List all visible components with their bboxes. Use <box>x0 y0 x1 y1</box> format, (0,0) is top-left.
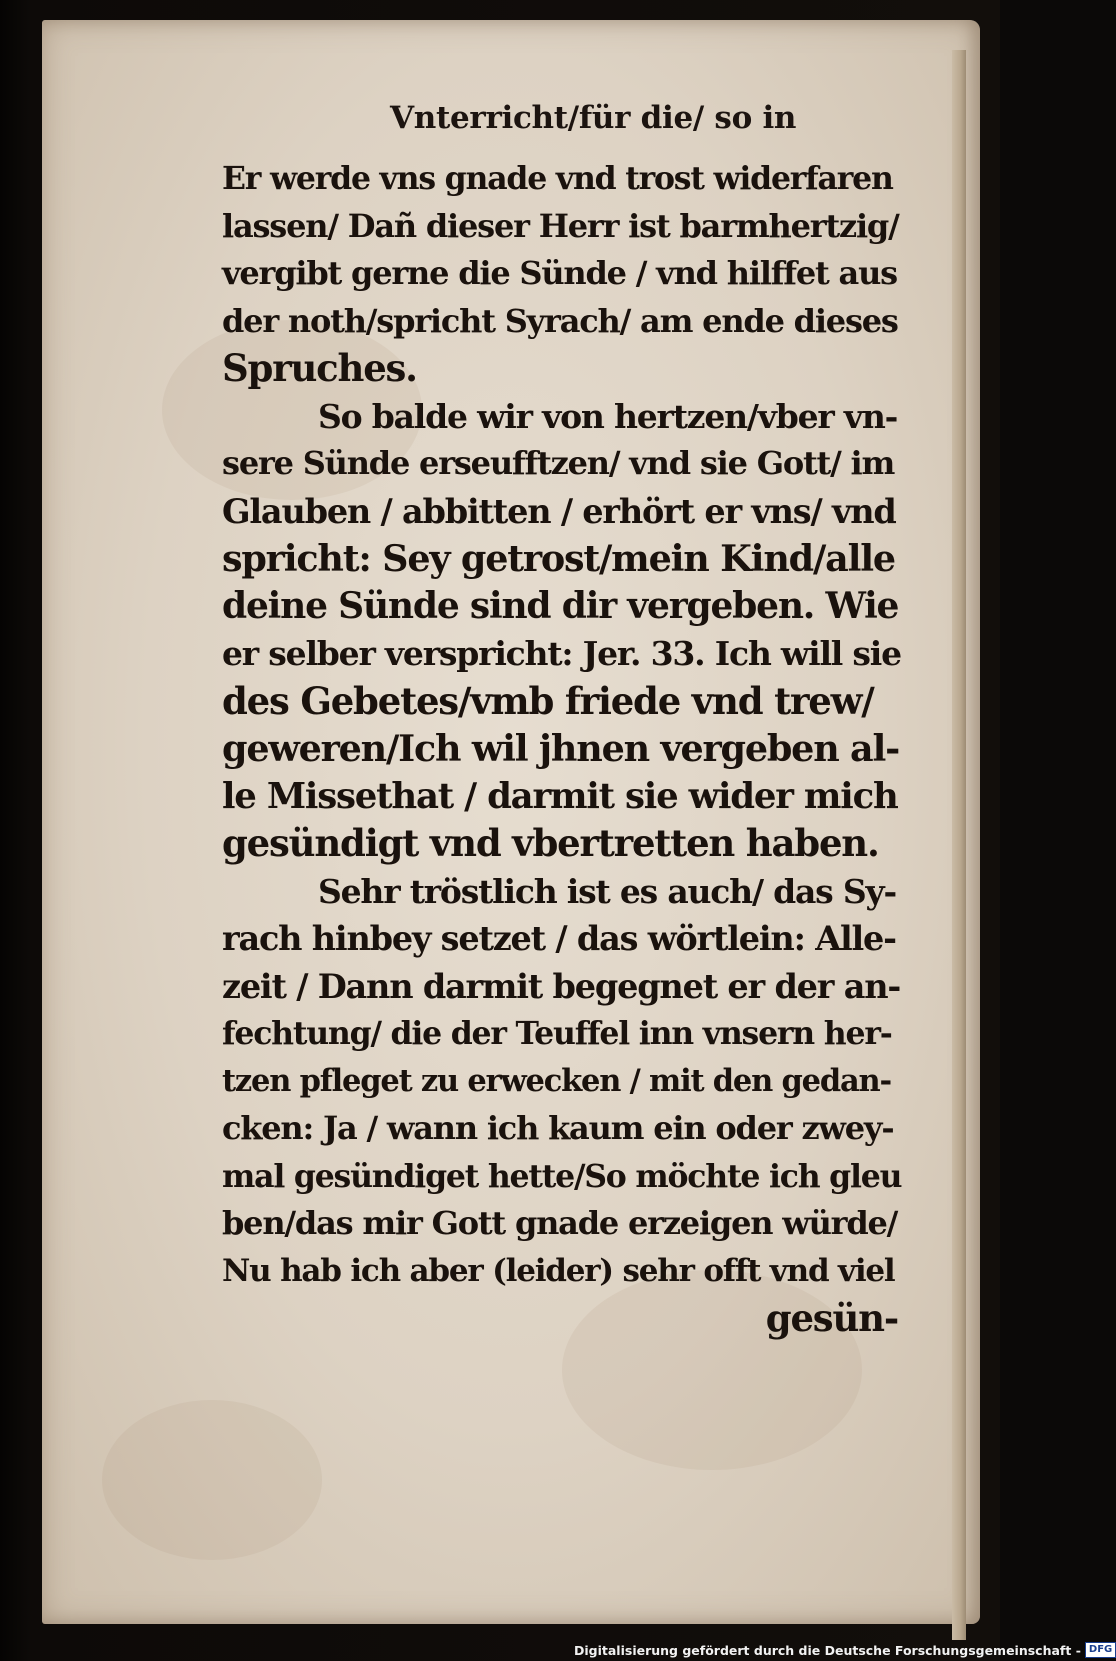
text-line: Sehr tröstlich ist es auch/ das Sy- <box>318 871 896 911</box>
text-line: Er werde vns gnade vnd trost widerfaren <box>222 160 893 197</box>
text-line: Glauben / abbitten / erhört er vns/ vnd <box>222 491 896 531</box>
text-line: Nu hab ich aber (leider) sehr offt vnd viel <box>222 1252 895 1289</box>
text-line: tzen pfleget zu erwecken / mit den gedan- <box>222 1062 891 1099</box>
text-line: zeit / Dann darmit begegnet er der an- <box>222 966 901 1006</box>
body-text <box>222 155 902 1343</box>
text-line: gesündigt vnd vbertretten haben. <box>222 821 879 865</box>
text-line: ben/das mir Gott gnade erzeigen würde/ <box>222 1204 898 1242</box>
text-line: er selber verspricht: Jer. 33. Ich will sie <box>222 634 901 673</box>
text-line: So balde wir von hertzen/vber vn- <box>318 396 898 436</box>
text-line: der noth/spricht Syrach/ am ende dieses <box>222 301 898 340</box>
running-head: Vnterricht/für die/ so in <box>390 100 797 136</box>
text-line: mal gesündiget hette/So möchte ich gleu <box>222 1157 902 1195</box>
text-line: cken: Ja / wann ich kaum ein oder zwey- <box>222 1109 894 1147</box>
text-line: sere Sünde erseufftzen/ vnd sie Gott/ im <box>222 444 895 482</box>
dfg-logo-icon: DFG <box>1085 1642 1116 1658</box>
digitization-footer <box>574 1641 1116 1659</box>
text-line: vergibt gerne die Sünde / vnd hilffet aus <box>222 254 897 292</box>
page-edge <box>952 50 966 1640</box>
text-line: fechtung/ die der Teuffel inn vnsern her- <box>222 1015 892 1052</box>
text-line: des Gebetes/vmb friede vnd trew/ <box>222 678 874 723</box>
text-line: spricht: Sey getrost/mein Kind/alle <box>222 537 895 580</box>
text-line: rach hinbey setzet / das wörtlein: Alle- <box>222 919 896 958</box>
text-line: Spruches. <box>222 346 417 390</box>
text-line: le Missethat / darmit sie wider mich <box>222 775 898 817</box>
text-line: deine Sünde sind dir vergeben. Wie <box>222 584 899 627</box>
text-line: geweren/Ich wil jhnen vergeben al- <box>222 727 900 770</box>
text-line: gesün- <box>765 1296 898 1340</box>
paper-stain <box>102 1400 322 1560</box>
footer-text: Digitalisierung gefördert durch die Deutsche Forschungsgemeinschaft - <box>574 1642 1081 1658</box>
text-line: lassen/ Dañ dieser Herr ist barmhertzig/ <box>222 206 899 245</box>
